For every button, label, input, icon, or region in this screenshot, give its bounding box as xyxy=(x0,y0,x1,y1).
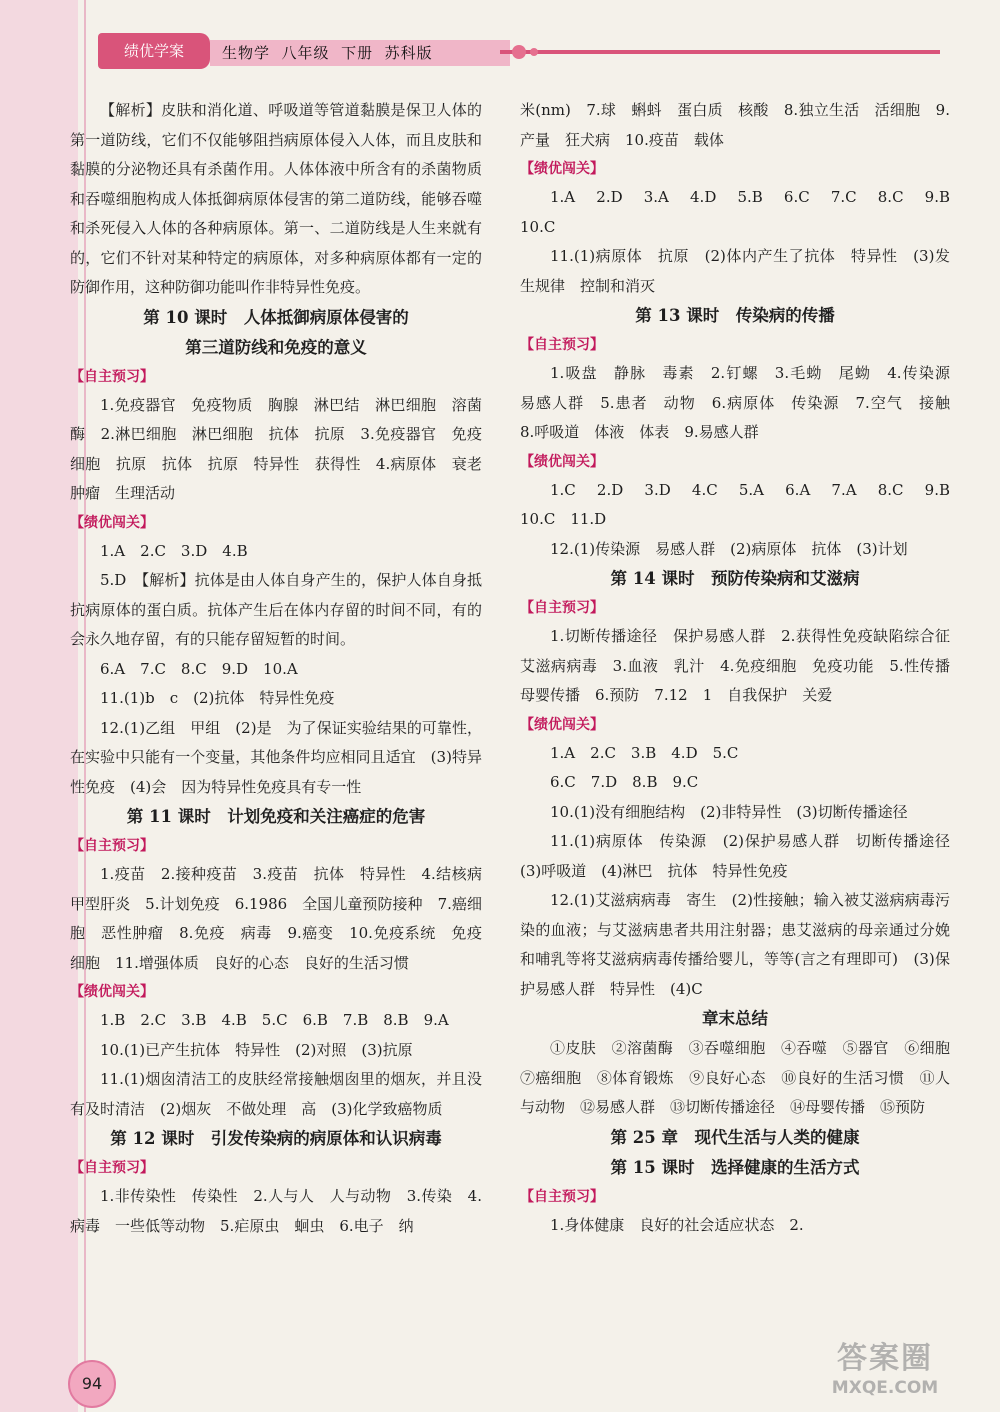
answer-paragraph: 12.(1)乙组 甲组 (2)是 为了保证实验结果的可靠性，在实验中只能有一个变量，其他条件均应相同且适宜 (3)特异性免疫 (4)会 因为特异性免疫具有专一性 xyxy=(70,718,482,796)
answer-paragraph: 1.非传染性 传染性 2.人与人 人与动物 3.传染 4.病毒 一些低等动物 5.疟原虫 蛔虫 6.电子 纳 xyxy=(70,1187,482,1235)
watermark xyxy=(780,1340,990,1404)
brand-label: 绩优学案 xyxy=(98,33,210,69)
section-tag-row xyxy=(70,1154,482,1182)
lesson-title: 第三道防线和免疫的意义 xyxy=(185,337,367,357)
watermark-main: 答案圈 xyxy=(837,1341,933,1376)
header-dot xyxy=(512,45,526,59)
lesson-title: 第 15 课时 选择健康的生活方式 xyxy=(610,1157,860,1177)
answer-paragraph: 1.B 2.C 3.B 4.B 5.C 6.B 7.B 8.B 9.A xyxy=(100,1011,449,1029)
answer-paragraph: 【解析】皮肤和消化道、呼吸道等管道黏膜是保卫人体的第一道防线，它们不仅能够阻挡病原体侵入人体，而且皮肤和黏膜的分泌物还具有杀菌作用。人体体液中所含有的杀菌物质和吞噬细胞构成人体抵御病原体侵害的第二道防线，能够吞噬和杀死侵入人体的各种病原体。第一、二道防线是人生来就有的，它们不针对某种特定的病原体，对多种病原体都有一定的防御作用，这种防御功能叫作非特异性免疫。 xyxy=(70,101,482,296)
section-tag: 【 自主预习 】 xyxy=(520,596,604,620)
answer-paragraph: 1.A 2.C 3.B 4.D 5.C xyxy=(550,743,739,762)
section-tag: 【 自主预习 】 xyxy=(70,834,154,858)
section-tag-row xyxy=(520,711,950,739)
section-tag-row xyxy=(70,363,482,391)
section-tag: 【 绩优闯关 】 xyxy=(520,450,604,474)
answer-paragraph: 1.切断传播途径 保护易感人群 2.获得性免疫缺陷综合征 艾滋病病毒 3.血液 乳汁 4.免疫细胞 免疫功能 5.性传播 母婴传播 6.预防 7.12 1 自我保护 关爱 xyxy=(520,627,966,704)
margin-strip xyxy=(0,0,78,1412)
answer-paragraph: ①皮肤 ②溶菌酶 ③吞噬细胞 ④吞噬 ⑤器官 ⑥细胞 ⑦癌细胞 ⑧体育锻炼 ⑨良好心态 ⑩良好的生活习惯 ⑪人与动物 ⑫易感人群 ⑬切断传播途径 ⑭母婴传播 ⑮预防 xyxy=(520,1039,966,1116)
answer-paragraph: 11.(1)病原体 抗原 (2)体内产生了抗体 特异性 (3)发生规律 控制和消灭 xyxy=(520,247,950,295)
answer-paragraph: 6.A 7.C 8.C 9.D 10.A xyxy=(100,659,298,678)
page-number: 94 xyxy=(68,1360,116,1408)
answer-paragraph: 1.身体健康 良好的社会适应状态 2. xyxy=(550,1215,804,1234)
section-tag: 【 自主预习 】 xyxy=(70,1156,154,1180)
watermark-url: MXQE.COM xyxy=(831,1378,939,1398)
section-tag: 【 自主预习 】 xyxy=(520,333,604,357)
answer-paragraph: 10.(1)没有细胞结构 (2)非特异性 (3)切断传播途径 xyxy=(550,802,908,821)
answer-paragraph: 1.吸盘 静脉 毒素 2.钉螺 3.毛蚴 尾蚴 4.传染源 易感人群 5.患者 动物 6.病原体 传染源 7.空气 接触 8.呼吸道 体液 体表 9.易感人群 xyxy=(520,364,966,441)
section-tag-row xyxy=(70,978,482,1006)
answer-paragraph: 1.A 2.C 3.D 4.B xyxy=(100,541,248,560)
answer-paragraph: 1.C 2.D 3.D 4.C 5.A 6.A 7.A 8.C 9.B 10.C 11.D xyxy=(520,480,966,528)
answer-paragraph: 10.(1)已产生抗体 特异性 (2)对照 (3)抗原 xyxy=(100,1040,413,1059)
answer-paragraph: 11.(1)烟囱清洁工的皮肤经常接触烟囱里的烟灰，并且没有及时清洁 (2)烟灰 不做处理 高 (3)化学致癌物质 xyxy=(70,1070,482,1118)
answer-paragraph: 12.(1)传染源 易感人群 (2)病原体 抗体 (3)计划 xyxy=(550,539,908,558)
lesson-title: 第 14 课时 预防传染病和艾滋病 xyxy=(610,569,860,588)
answer-paragraph: 1.疫苗 2.接种疫苗 3.疫苗 抗体 特异性 4.结核病 甲型肝炎 5.计划免疫 6.1986 全国儿童预防接种 7.癌细胞 恶性肿瘤 8.免疫 病毒 9.癌变 10.免疫系统 免疫细胞 11.增强体质 良好的心态 良好的生活习惯 xyxy=(70,865,498,972)
section-tag-row xyxy=(70,832,482,860)
section-tag: 【 自主预习 】 xyxy=(70,365,154,389)
section-tag-row xyxy=(520,448,950,476)
section-tag-row xyxy=(520,1183,950,1211)
section-tag: 【 绩优闯关 】 xyxy=(520,157,604,181)
section-tag-row xyxy=(520,594,950,622)
section-tag: 【 绩优闯关 】 xyxy=(70,511,154,535)
answer-paragraph: 12.(1)艾滋病病毒 寄生 (2)性接触；输入被艾滋病病毒污染的血液；与艾滋病患者共用注射器；患艾滋病的母亲通过分娩和哺乳等将艾滋病病毒传播给婴儿，等等(言之有理即可) (3)保护易感人群 特异性 (4)C xyxy=(520,891,950,998)
section-tag-row xyxy=(520,331,950,359)
lesson-title: 第 11 课时 计划免疫和关注癌症的危害 xyxy=(126,807,426,826)
subject-label: 生物学 八年级 下册 苏科版 xyxy=(210,40,510,66)
lesson-title: 第 10 课时 人体抵御病原体侵害的 xyxy=(143,307,409,327)
answer-paragraph: 11.(1)病原体 传染源 (2)保护易感人群 切断传播途径 (3)呼吸道 (4)淋巴 抗体 特异性免疫 xyxy=(520,832,966,880)
section-tag-row xyxy=(70,509,482,537)
right-column xyxy=(520,96,966,1240)
answer-paragraph: 1.免疫器官 免疫物质 胸腺 淋巴结 淋巴细胞 溶菌酶 2.淋巴细胞 淋巴细胞 抗体 抗原 3.免疫器官 免疫细胞 抗原 抗体 抗原 特异性 获得性 4.病原体 衰老 肿瘤 生理活动 xyxy=(70,395,498,502)
header-dot-small xyxy=(530,48,538,56)
answer-paragraph: 5.D 【解析】抗体是由人体自身产生的，保护人体自身抵抗病原体的蛋白质。抗体产生后在体内存留的时间不同，有的会永久地存留，有的只能存留短暂的时间。 xyxy=(70,571,482,648)
header-rule xyxy=(500,50,940,54)
lesson-title: 第 12 课时 引发传染病的病原体和认识病毒 xyxy=(110,1129,442,1148)
answer-paragraph: 11.(1)b c (2)抗体 特异性免疫 xyxy=(100,689,335,707)
answer-paragraph: 1.A 2.D 3.A 4.D 5.B 6.C 7.C 8.C 9.B 10.C xyxy=(520,188,966,236)
lesson-title: 第 13 课时 传染病的传播 xyxy=(635,306,835,325)
answer-paragraph: 米(nm) 7.球 蝌蚪 蛋白质 核酸 8.独立生活 活细胞 9.产量 狂犬病 10.疫苗 载体 xyxy=(520,101,950,149)
section-tag: 【 自主预习 】 xyxy=(520,1185,604,1209)
left-column xyxy=(70,96,498,1241)
section-tag: 【 绩优闯关 】 xyxy=(520,713,604,737)
lesson-title: 章末总结 xyxy=(702,1009,768,1028)
section-tag: 【 绩优闯关 】 xyxy=(70,980,154,1004)
lesson-title: 第 25 章 现代生活与人类的健康 xyxy=(610,1127,860,1147)
section-tag-row xyxy=(520,155,950,183)
answer-paragraph: 6.C 7.D 8.B 9.C xyxy=(550,773,699,791)
